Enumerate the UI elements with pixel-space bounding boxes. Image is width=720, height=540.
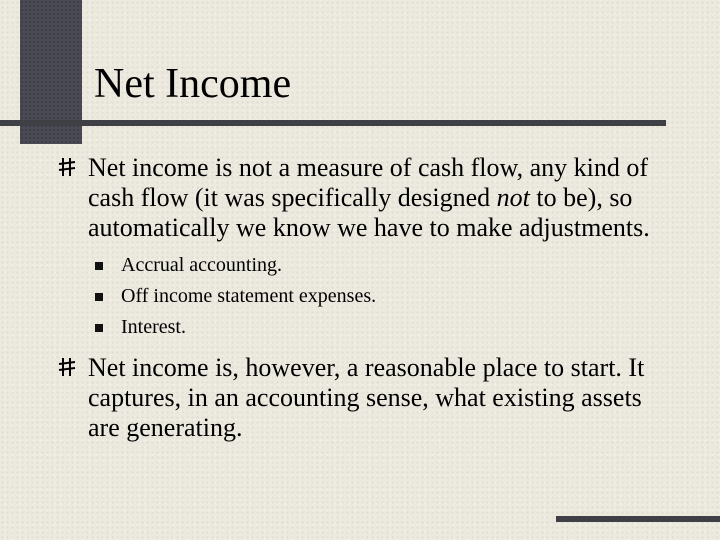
sub-item-accrual-accounting bbox=[88, 250, 668, 281]
z-bullet-icon bbox=[58, 157, 76, 177]
title-divider bbox=[0, 120, 666, 126]
emphasis-not: not bbox=[496, 183, 530, 212]
sub-item-label: Off income statement expenses. bbox=[121, 285, 377, 307]
bullet-net-income-not-cash-flow bbox=[58, 153, 668, 343]
slide-body bbox=[58, 153, 668, 443]
bullet-reasonable-start bbox=[58, 353, 668, 443]
sub-item-interest bbox=[88, 312, 668, 343]
bullet-text: Net income is not a measure of cash flow, any kind of cash flow (it was specifically designed bbox=[88, 153, 649, 212]
adjustments-list bbox=[88, 250, 668, 343]
sub-item-label: Interest. bbox=[121, 316, 186, 338]
square-bullet-icon bbox=[95, 262, 103, 270]
bullet-text: Net income is, however, a reasonable place to start. It captures, in an accounting sense, what existing assets are generating. bbox=[88, 353, 645, 442]
slide-title: Net Income bbox=[94, 61, 292, 107]
square-bullet-icon bbox=[95, 324, 103, 332]
bullet-text-continued: to be), so automatically we know we have to make adjustments. bbox=[88, 183, 650, 242]
sub-item-label: Accrual accounting. bbox=[121, 254, 283, 276]
sub-item-off-income-statement bbox=[88, 281, 668, 312]
square-bullet-icon bbox=[95, 293, 103, 301]
z-bullet-icon bbox=[58, 357, 76, 377]
footer-accent-bar bbox=[556, 516, 720, 522]
